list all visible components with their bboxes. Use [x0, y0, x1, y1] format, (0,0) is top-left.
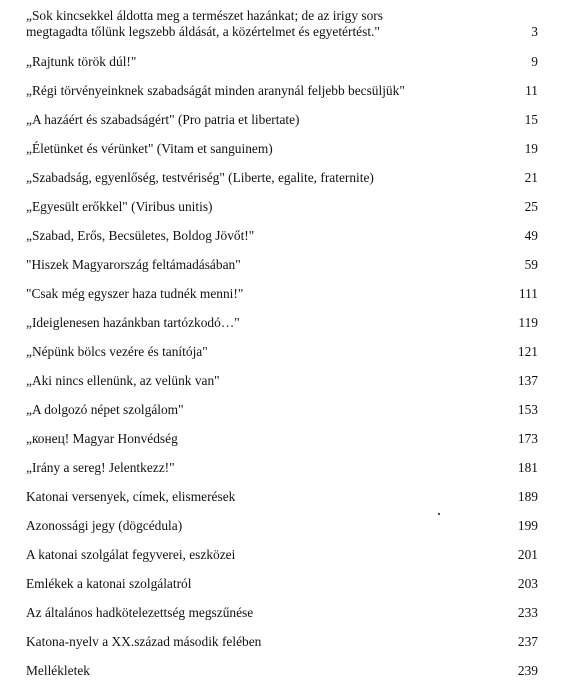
toc-entry — [26, 257, 538, 273]
toc-entry-title: „A dolgozó népet szolgálom" — [26, 402, 184, 417]
toc-entry-page: 181 — [517, 460, 538, 475]
toc-entry — [26, 663, 538, 679]
scan-speck — [438, 513, 440, 515]
toc-entry-title: „A hazáért és szabadságért" (Pro patria et libertate) — [26, 112, 300, 127]
toc-entry-page: 153 — [517, 402, 538, 417]
toc-entry-page: 21 — [524, 170, 538, 185]
toc-entry-title: Katona-nyelv a XX.század második felében — [26, 634, 262, 649]
toc-entry-title: „Aki nincs ellenünk, az velünk van" — [26, 373, 220, 388]
toc-entry-page: 239 — [517, 663, 538, 678]
toc-entry — [26, 286, 538, 302]
toc-entry — [26, 431, 538, 447]
toc-entry-page: 111 — [518, 286, 538, 301]
toc-entry — [26, 460, 538, 476]
toc-entry-page: 201 — [517, 547, 538, 562]
toc-entry-title: „Rajtunk török dúl!" — [26, 54, 137, 69]
table-of-contents — [26, 8, 538, 692]
toc-entry-title: A katonai szolgálat fegyverei, eszközei — [26, 547, 236, 562]
toc-entry-title: „Szabad, Erős, Becsületes, Boldog Jövőt!" — [26, 228, 255, 243]
toc-entry — [26, 83, 538, 99]
toc-entry-page: 233 — [517, 605, 538, 620]
toc-entry — [26, 199, 538, 215]
toc-entry-title: „Egyesült erőkkel" (Viribus unitis) — [26, 199, 213, 214]
toc-entry-title — [26, 8, 514, 40]
toc-entry-page: 203 — [517, 576, 538, 591]
toc-entry-page: 137 — [517, 373, 538, 388]
toc-entry-title: „Népünk bölcs vezére és tanítója" — [26, 344, 208, 359]
toc-entry-page: 59 — [524, 257, 538, 272]
toc-entry-page: 119 — [518, 315, 538, 330]
toc-entry — [26, 141, 538, 157]
toc-entry — [26, 547, 538, 563]
toc-entry — [26, 402, 538, 418]
toc-entry-title-line: megtagadta tőlünk legszebb áldását, a közértelmet és egyetértést." — [26, 24, 380, 39]
toc-entry — [26, 489, 538, 505]
toc-entry-page: 199 — [517, 518, 538, 533]
toc-entry-page: 189 — [517, 489, 538, 504]
toc-entry-page: 25 — [524, 199, 538, 214]
toc-entry-page: 3 — [531, 24, 538, 39]
toc-entry-title: Emlékek a katonai szolgálatról — [26, 576, 192, 591]
toc-entry — [26, 315, 538, 331]
toc-entry — [26, 518, 538, 534]
toc-entry-title: „Életünket és vérünket" (Vitam et sanguinem) — [26, 141, 273, 156]
toc-entry-page: 49 — [524, 228, 538, 243]
toc-entry-page: 9 — [531, 54, 538, 69]
toc-entry-title: „Szabadság, egyenlőség, testvériség" (Liberte, egalite, fraternite) — [26, 170, 374, 185]
toc-entry — [26, 634, 538, 650]
toc-entry-page: 19 — [524, 141, 538, 156]
toc-entry-title: Mellékletek — [26, 663, 90, 678]
toc-entry — [26, 373, 538, 389]
toc-entry — [26, 605, 538, 621]
toc-entry — [26, 112, 538, 128]
toc-entry-title: „конец! Magyar Honvédség — [26, 431, 178, 446]
toc-entry — [26, 8, 538, 40]
toc-entry — [26, 576, 538, 592]
toc-entry — [26, 170, 538, 186]
toc-entry-title: Katonai versenyek, címek, elismerések — [26, 489, 236, 504]
toc-entry-page: 237 — [517, 634, 538, 649]
toc-entry-title: "Hiszek Magyarország feltámadásában" — [26, 257, 241, 272]
toc-entry-page: 15 — [524, 112, 538, 127]
toc-entry-page: 121 — [517, 344, 538, 359]
toc-entry-title: „Régi törvényeinknek szabadságát minden aranynál feljebb becsüljük" — [26, 83, 405, 98]
toc-entry — [26, 54, 538, 70]
toc-entry-page: 11 — [525, 83, 538, 98]
toc-entry-title-line: „Sok kincsekkel áldotta meg a természet hazánkat; de az irigy sors — [26, 8, 383, 23]
toc-entry-title: „Irány a sereg! Jelentkezz!" — [26, 460, 175, 475]
toc-entry-title: Az általános hadkötelezettség megszűnése — [26, 605, 254, 620]
toc-entry-page: 173 — [517, 431, 538, 446]
toc-entry-title: Azonossági jegy (dögcédula) — [26, 518, 183, 533]
toc-entry — [26, 228, 538, 244]
toc-entry-title: "Csak még egyszer haza tudnék menni!" — [26, 286, 244, 301]
toc-entry — [26, 344, 538, 360]
toc-entry-title: „Ideiglenesen hazánkban tartózkodó…" — [26, 315, 240, 330]
